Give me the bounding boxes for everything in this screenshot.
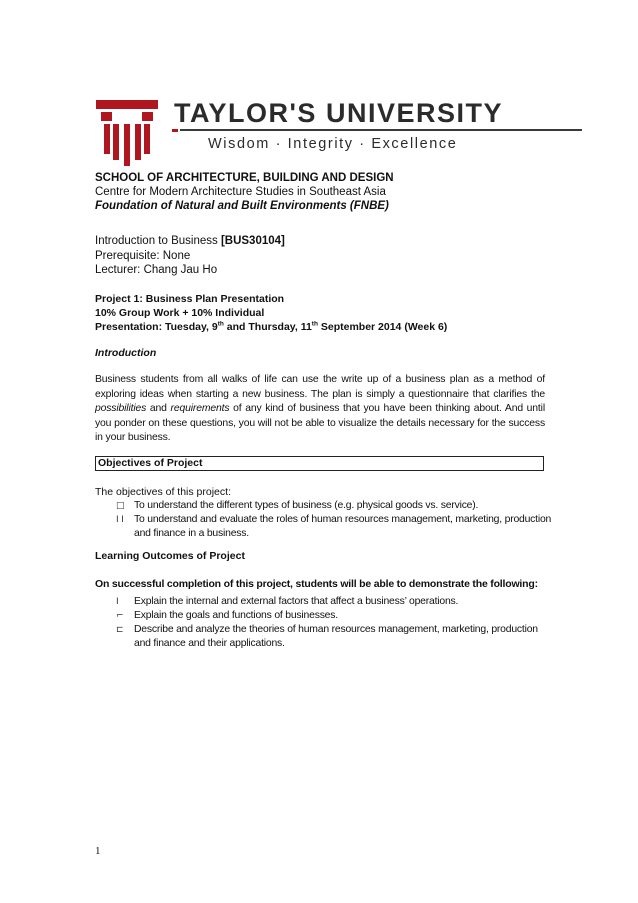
ordinal-sup-2: th <box>311 320 318 328</box>
logo-accent-rule <box>172 129 178 132</box>
ordinal-sup-1: th <box>217 320 224 328</box>
outcome-item-1 <box>116 595 544 609</box>
presentation-date-2: and Thursday, 11 <box>223 321 312 333</box>
objective-item-1 <box>116 499 544 513</box>
prerequisite: Prerequisite: None <box>95 250 191 262</box>
learning-outcomes-heading: Learning Outcomes of Project <box>95 550 245 562</box>
course-title <box>95 234 285 248</box>
objective-item-2 <box>116 513 552 541</box>
objectives-heading: Objectives of Project <box>98 457 203 469</box>
objective-text: To understand the different types of business (e.g. physical goods vs. service). <box>134 500 479 511</box>
presentation-dates <box>95 320 447 334</box>
centre-name: Centre for Modern Architecture Studies in Southeast Asia <box>95 186 386 198</box>
course-code: [BUS30104] <box>220 235 285 247</box>
university-motto: Wisdom · Integrity · Excellence <box>208 136 458 152</box>
lecturer: Lecturer: Chang Jau Ho <box>95 264 218 276</box>
project-title: Project 1: Business Plan Presentation <box>95 293 285 305</box>
intro-italic-2: requirements <box>170 403 230 415</box>
outcome-item-2 <box>116 609 544 623</box>
shield-icon <box>96 100 158 166</box>
bullet-marker: I <box>116 597 119 607</box>
programme-name: Foundation of Natural and Built Environments (FNBE) <box>95 200 389 212</box>
bullet-marker: I I <box>116 515 124 525</box>
objectives-heading-box <box>95 456 544 471</box>
presentation-month: September 2014 (Week 6) <box>317 321 448 333</box>
intro-text-3: of any kind of business that you have been thinking about. And until you ponder on these questions, you will not be able to visualize the details necessary for the success in your business. <box>95 403 545 444</box>
outcome-item-3 <box>116 623 544 651</box>
logo-rule <box>180 129 582 131</box>
bullet-marker: □ <box>116 501 125 511</box>
project-weighting: 10% Group Work + 10% Individual <box>95 307 265 319</box>
introduction-heading: Introduction <box>95 347 157 359</box>
objective-text: To understand and evaluate the roles of human resources management, marketing, production and finance in a business. <box>134 514 552 539</box>
school-name: SCHOOL OF ARCHITECTURE, BUILDING AND DESIGN <box>95 172 394 184</box>
outcome-text: Describe and analyze the theories of human resources management, marketing, production and finance and their applications. <box>134 624 538 649</box>
learning-outcomes-lead: On successful completion of this project, students will be able to demonstrate the following: <box>95 578 538 590</box>
university-name: TAYLOR'S UNIVERSITY <box>174 98 503 128</box>
bullet-marker: ⊏ <box>116 625 124 635</box>
university-logo <box>96 92 503 172</box>
page-number: 1 <box>95 845 101 857</box>
introduction-paragraph <box>95 373 545 446</box>
presentation-date-1: Presentation: Tuesday, 9 <box>95 321 218 333</box>
course-name: Introduction to Business <box>95 235 221 247</box>
intro-text-1: Business students from all walks of life can use the write up of a business plan as a method of exploring ideas when starting a new business. The plan is simply a questionnaire that clarifies the <box>95 374 545 400</box>
objectives-lead: The objectives of this project: <box>95 486 231 498</box>
intro-text-2: and <box>146 403 171 415</box>
intro-italic-1: possibilities <box>95 403 147 415</box>
outcome-text: Explain the internal and external factors that affect a business’ operations. <box>134 596 459 607</box>
outcome-text: Explain the goals and functions of businesses. <box>134 610 338 621</box>
bullet-marker: ⌐ <box>116 611 124 621</box>
